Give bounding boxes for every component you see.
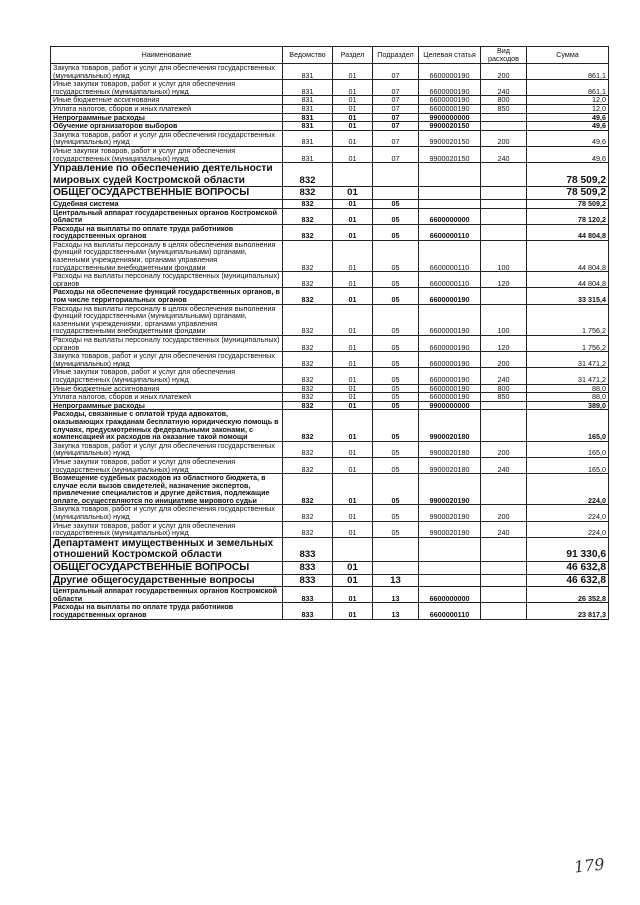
row-podrazdel: 05 <box>373 352 419 368</box>
row-celevaya-statya: 6600000190 <box>419 336 481 352</box>
row-celevaya-statya: 9900020180 <box>419 457 481 473</box>
row-vid-rashodov <box>481 187 527 200</box>
row-name: Иные закупки товаров, работ и услуг для обеспечения государственных (муниципальных) нужд <box>51 368 283 384</box>
row-podrazdel: 05 <box>373 474 419 505</box>
row-vedomstvo: 831 <box>283 104 333 113</box>
table-row <box>51 603 609 619</box>
row-razdel: 01 <box>333 104 373 113</box>
row-vedomstvo: 832 <box>283 384 333 393</box>
row-razdel: 01 <box>333 474 373 505</box>
row-vedomstvo: 832 <box>283 272 333 288</box>
table-row <box>51 208 609 224</box>
row-vedomstvo: 832 <box>283 224 333 240</box>
row-vedomstvo: 833 <box>283 562 333 575</box>
row-vedomstvo: 832 <box>283 163 333 187</box>
table-row <box>51 163 609 187</box>
row-podrazdel: 07 <box>373 80 419 96</box>
row-name: Обучение организаторов выборов <box>51 122 283 131</box>
row-celevaya-statya: 9900000000 <box>419 113 481 122</box>
row-razdel: 01 <box>333 505 373 521</box>
row-podrazdel: 05 <box>373 304 419 335</box>
row-vedomstvo: 831 <box>283 146 333 162</box>
row-celevaya-statya: 6600000190 <box>419 384 481 393</box>
table-row <box>51 574 609 587</box>
row-celevaya-statya: 6600000190 <box>419 80 481 96</box>
row-razdel: 01 <box>333 272 373 288</box>
row-celevaya-statya: 9900020190 <box>419 505 481 521</box>
row-podrazdel: 07 <box>373 104 419 113</box>
header-summa: Сумма <box>527 47 609 64</box>
row-celevaya-statya: 6600000190 <box>419 304 481 335</box>
row-podrazdel: 05 <box>373 199 419 208</box>
row-podrazdel: 05 <box>373 384 419 393</box>
row-celevaya-statya: 9900020180 <box>419 410 481 441</box>
row-razdel: 01 <box>333 368 373 384</box>
row-celevaya-statya: 9900020150 <box>419 122 481 131</box>
row-celevaya-statya: 6600000190 <box>419 96 481 105</box>
table-row <box>51 336 609 352</box>
row-summa: 44 804,8 <box>527 224 609 240</box>
table-row <box>51 104 609 113</box>
table-row <box>51 187 609 200</box>
row-vid-rashodov <box>481 587 527 603</box>
row-celevaya-statya <box>419 199 481 208</box>
row-vid-rashodov <box>481 199 527 208</box>
row-razdel: 01 <box>333 224 373 240</box>
row-vid-rashodov: 240 <box>481 80 527 96</box>
row-vid-rashodov: 200 <box>481 505 527 521</box>
row-summa: 165,0 <box>527 457 609 473</box>
row-vedomstvo: 831 <box>283 64 333 80</box>
table-row <box>51 587 609 603</box>
row-razdel: 01 <box>333 562 373 575</box>
row-podrazdel: 13 <box>373 603 419 619</box>
row-podrazdel: 13 <box>373 574 419 587</box>
row-vedomstvo: 832 <box>283 393 333 402</box>
row-podrazdel: 05 <box>373 410 419 441</box>
row-name: Расходы на выплаты по оплате труда работников государственных органов <box>51 603 283 619</box>
row-vid-rashodov <box>481 401 527 410</box>
row-vedomstvo: 833 <box>283 537 333 561</box>
row-name: Расходы, связанные с оплатой труда адвокатов, оказывающих гражданам бесплатную юридическую помощь в случаях, предусмотренных федеральными законами, с компенсацией их расходов на оказание такой помощи <box>51 410 283 441</box>
row-podrazdel: 05 <box>373 224 419 240</box>
table-row <box>51 562 609 575</box>
row-vid-rashodov: 850 <box>481 104 527 113</box>
row-podrazdel: 05 <box>373 505 419 521</box>
row-name: Иные закупки товаров, работ и услуг для обеспечения государственных (муниципальных) нужд <box>51 457 283 473</box>
budget-table-sheet <box>50 46 608 620</box>
row-vedomstvo: 832 <box>283 240 333 271</box>
row-podrazdel <box>373 537 419 561</box>
row-name: Управление по обеспечению деятельности мировых судей Костромской области <box>51 163 283 187</box>
row-name: Центральный аппарат государственных органов Костромской области <box>51 587 283 603</box>
row-name: ОБЩЕГОСУДАРСТВЕННЫЕ ВОПРОСЫ <box>51 562 283 575</box>
row-name: Расходы на выплаты персоналу государственных (муниципальных) органов <box>51 336 283 352</box>
row-name: Закупка товаров, работ и услуг для обеспечения государственных (муниципальных) нужд <box>51 64 283 80</box>
row-podrazdel: 05 <box>373 208 419 224</box>
row-summa: 12,0 <box>527 104 609 113</box>
table-header-row <box>51 47 609 64</box>
row-summa: 44 804,8 <box>527 272 609 288</box>
row-summa: 165,0 <box>527 410 609 441</box>
row-vid-rashodov <box>481 122 527 131</box>
row-vid-rashodov <box>481 603 527 619</box>
table-row <box>51 288 609 304</box>
row-vid-rashodov: 100 <box>481 304 527 335</box>
row-vedomstvo: 832 <box>283 457 333 473</box>
row-summa: 1 756,2 <box>527 304 609 335</box>
row-podrazdel: 05 <box>373 393 419 402</box>
row-celevaya-statya: 9900020150 <box>419 146 481 162</box>
row-summa: 88,0 <box>527 384 609 393</box>
table-row <box>51 521 609 537</box>
row-name: Иные бюджетные ассигнования <box>51 384 283 393</box>
row-podrazdel <box>373 163 419 187</box>
row-razdel: 01 <box>333 199 373 208</box>
row-celevaya-statya <box>419 562 481 575</box>
row-summa: 389,0 <box>527 401 609 410</box>
row-name: Судебная система <box>51 199 283 208</box>
table-row <box>51 352 609 368</box>
row-summa: 224,0 <box>527 521 609 537</box>
row-vedomstvo: 832 <box>283 187 333 200</box>
row-razdel: 01 <box>333 146 373 162</box>
table-row <box>51 368 609 384</box>
row-celevaya-statya: 6600000190 <box>419 288 481 304</box>
row-summa: 49,6 <box>527 146 609 162</box>
row-summa: 23 817,3 <box>527 603 609 619</box>
row-celevaya-statya: 9900020150 <box>419 130 481 146</box>
row-podrazdel: 07 <box>373 113 419 122</box>
row-vid-rashodov: 850 <box>481 393 527 402</box>
header-podrazdel: Подраздел <box>373 47 419 64</box>
row-vedomstvo: 832 <box>283 352 333 368</box>
row-podrazdel: 07 <box>373 96 419 105</box>
row-name: Непрограммные расходы <box>51 113 283 122</box>
row-razdel <box>333 537 373 561</box>
header-razdel: Раздел <box>333 47 373 64</box>
row-summa: 31 471,2 <box>527 352 609 368</box>
row-name: Закупка товаров, работ и услуг для обеспечения государственных (муниципальных) нужд <box>51 441 283 457</box>
row-celevaya-statya <box>419 537 481 561</box>
row-vid-rashodov: 100 <box>481 240 527 271</box>
row-celevaya-statya <box>419 187 481 200</box>
row-vid-rashodov <box>481 562 527 575</box>
row-podrazdel: 07 <box>373 130 419 146</box>
row-vedomstvo: 832 <box>283 505 333 521</box>
row-vedomstvo: 833 <box>283 603 333 619</box>
row-summa: 861,1 <box>527 64 609 80</box>
row-vedomstvo: 832 <box>283 288 333 304</box>
row-name: Непрограммные расходы <box>51 401 283 410</box>
row-podrazdel: 05 <box>373 368 419 384</box>
row-celevaya-statya: 9900020190 <box>419 474 481 505</box>
table-row <box>51 240 609 271</box>
row-vid-rashodov: 240 <box>481 146 527 162</box>
row-celevaya-statya: 6600000110 <box>419 272 481 288</box>
row-celevaya-statya: 6600000190 <box>419 352 481 368</box>
table-row <box>51 457 609 473</box>
row-podrazdel: 07 <box>373 122 419 131</box>
row-celevaya-statya: 6600000190 <box>419 64 481 80</box>
row-summa: 1 756,2 <box>527 336 609 352</box>
row-razdel: 01 <box>333 187 373 200</box>
row-vedomstvo: 832 <box>283 474 333 505</box>
row-summa: 78 509,2 <box>527 163 609 187</box>
row-summa: 78 509,2 <box>527 187 609 200</box>
row-razdel <box>333 163 373 187</box>
row-celevaya-statya: 6600000110 <box>419 603 481 619</box>
row-name: Центральный аппарат государственных органов Костромской области <box>51 208 283 224</box>
row-vid-rashodov <box>481 474 527 505</box>
row-podrazdel: 05 <box>373 441 419 457</box>
row-summa: 88,0 <box>527 393 609 402</box>
row-name: Расходы на обеспечение функций государственных органов, в том числе территориальных органов <box>51 288 283 304</box>
row-name: Закупка товаров, работ и услуг для обеспечения государственных (муниципальных) нужд <box>51 130 283 146</box>
row-podrazdel: 05 <box>373 240 419 271</box>
row-vid-rashodov <box>481 410 527 441</box>
table-row <box>51 393 609 402</box>
table-row <box>51 505 609 521</box>
row-summa: 49,6 <box>527 130 609 146</box>
row-vid-rashodov <box>481 163 527 187</box>
row-name: Расходы на выплаты по оплате труда работников государственных органов <box>51 224 283 240</box>
row-razdel: 01 <box>333 521 373 537</box>
row-razdel: 01 <box>333 304 373 335</box>
row-razdel: 01 <box>333 441 373 457</box>
row-vid-rashodov: 200 <box>481 130 527 146</box>
row-vedomstvo: 832 <box>283 401 333 410</box>
table-row <box>51 537 609 561</box>
row-summa: 46 632,8 <box>527 574 609 587</box>
row-vid-rashodov: 240 <box>481 521 527 537</box>
row-summa: 33 315,4 <box>527 288 609 304</box>
row-podrazdel <box>373 187 419 200</box>
row-podrazdel: 05 <box>373 272 419 288</box>
row-name: Иные закупки товаров, работ и услуг для обеспечения государственных (муниципальных) нужд <box>51 521 283 537</box>
row-vid-rashodov <box>481 113 527 122</box>
row-name: Закупка товаров, работ и услуг для обеспечения государственных (муниципальных) нужд <box>51 352 283 368</box>
row-vedomstvo: 831 <box>283 130 333 146</box>
row-vid-rashodov: 800 <box>481 384 527 393</box>
row-summa: 78 509,2 <box>527 199 609 208</box>
table-row <box>51 146 609 162</box>
row-vedomstvo: 832 <box>283 304 333 335</box>
row-name: Уплата налогов, сборов и иных платежей <box>51 104 283 113</box>
row-vedomstvo: 832 <box>283 368 333 384</box>
row-vid-rashodov <box>481 574 527 587</box>
row-name: Другие общегосударственные вопросы <box>51 574 283 587</box>
row-vedomstvo: 833 <box>283 587 333 603</box>
row-name: Департамент имущественных и земельных отношений Костромской области <box>51 537 283 561</box>
row-vedomstvo: 832 <box>283 441 333 457</box>
table-row <box>51 80 609 96</box>
row-vedomstvo: 831 <box>283 96 333 105</box>
row-razdel: 01 <box>333 130 373 146</box>
table-row <box>51 410 609 441</box>
row-vid-rashodov: 800 <box>481 96 527 105</box>
row-vedomstvo: 831 <box>283 113 333 122</box>
row-razdel: 01 <box>333 64 373 80</box>
row-razdel: 01 <box>333 288 373 304</box>
row-summa: 224,0 <box>527 474 609 505</box>
row-podrazdel: 05 <box>373 336 419 352</box>
table-row <box>51 474 609 505</box>
row-summa: 26 352,8 <box>527 587 609 603</box>
row-name: Иные закупки товаров, работ и услуг для обеспечения государственных (муниципальных) нужд <box>51 80 283 96</box>
row-podrazdel: 05 <box>373 521 419 537</box>
budget-table <box>50 46 609 620</box>
row-summa: 44 804,8 <box>527 240 609 271</box>
row-name: Иные закупки товаров, работ и услуг для обеспечения государственных (муниципальных) нужд <box>51 146 283 162</box>
row-celevaya-statya <box>419 163 481 187</box>
table-row <box>51 441 609 457</box>
header-vedomstvo: Ведомство <box>283 47 333 64</box>
row-vedomstvo: 831 <box>283 122 333 131</box>
row-vedomstvo: 832 <box>283 199 333 208</box>
table-row <box>51 130 609 146</box>
row-vedomstvo: 833 <box>283 574 333 587</box>
row-celevaya-statya: 9900000000 <box>419 401 481 410</box>
row-vid-rashodov: 120 <box>481 336 527 352</box>
row-celevaya-statya: 6600000000 <box>419 587 481 603</box>
row-podrazdel: 13 <box>373 587 419 603</box>
table-row <box>51 224 609 240</box>
row-razdel: 01 <box>333 574 373 587</box>
row-vid-rashodov: 240 <box>481 368 527 384</box>
table-row <box>51 272 609 288</box>
row-vedomstvo: 832 <box>283 208 333 224</box>
row-podrazdel: 05 <box>373 457 419 473</box>
row-name: Закупка товаров, работ и услуг для обеспечения государственных (муниципальных) нужд <box>51 505 283 521</box>
row-razdel: 01 <box>333 410 373 441</box>
row-summa: 861,1 <box>527 80 609 96</box>
row-summa: 12,0 <box>527 96 609 105</box>
row-name: Расходы на выплаты персоналу в целях обеспечения выполнения функций государственными (муниципальными) органами, казенными учреждениями, органами управления государственными внебюджетными фондами <box>51 304 283 335</box>
row-summa: 165,0 <box>527 441 609 457</box>
table-row <box>51 122 609 131</box>
row-vid-rashodov <box>481 288 527 304</box>
row-celevaya-statya: 6600000000 <box>419 208 481 224</box>
row-vid-rashodov: 200 <box>481 441 527 457</box>
row-razdel: 01 <box>333 393 373 402</box>
row-vid-rashodov <box>481 537 527 561</box>
row-vid-rashodov: 200 <box>481 352 527 368</box>
row-podrazdel: 05 <box>373 401 419 410</box>
row-podrazdel: 05 <box>373 288 419 304</box>
row-vid-rashodov: 240 <box>481 457 527 473</box>
row-celevaya-statya: 6600000190 <box>419 393 481 402</box>
row-celevaya-statya: 6600000110 <box>419 224 481 240</box>
row-razdel: 01 <box>333 240 373 271</box>
header-name: Наименование <box>51 47 283 64</box>
row-vedomstvo: 831 <box>283 80 333 96</box>
row-celevaya-statya: 6600000190 <box>419 368 481 384</box>
row-razdel: 01 <box>333 603 373 619</box>
row-razdel: 01 <box>333 384 373 393</box>
table-row <box>51 64 609 80</box>
row-razdel: 01 <box>333 587 373 603</box>
row-vedomstvo: 832 <box>283 410 333 441</box>
row-vid-rashodov <box>481 208 527 224</box>
row-celevaya-statya: 9900020190 <box>419 521 481 537</box>
row-summa: 224,0 <box>527 505 609 521</box>
row-podrazdel: 07 <box>373 146 419 162</box>
row-razdel: 01 <box>333 208 373 224</box>
row-summa: 91 330,6 <box>527 537 609 561</box>
row-vid-rashodov: 200 <box>481 64 527 80</box>
row-razdel: 01 <box>333 352 373 368</box>
row-podrazdel: 07 <box>373 64 419 80</box>
row-vedomstvo: 832 <box>283 336 333 352</box>
row-vedomstvo: 832 <box>283 521 333 537</box>
row-vid-rashodov <box>481 224 527 240</box>
row-celevaya-statya: 9900020180 <box>419 441 481 457</box>
row-vid-rashodov: 120 <box>481 272 527 288</box>
table-row <box>51 304 609 335</box>
row-celevaya-statya: 6600000190 <box>419 104 481 113</box>
row-name: Возмещение судебных расходов из областного бюджета, в случае если вызов свидетелей, назначение экспертов, привлечение специалистов и другие действия, подлежащие оплате, осуществляются по инициативе мирового судьи <box>51 474 283 505</box>
row-celevaya-statya: 6600000110 <box>419 240 481 271</box>
row-name: Расходы на выплаты персоналу в целях обеспечения выполнения функций государственными (муниципальными) органами, казенными учреждениями, органами управления государственными внебюджетными фондами <box>51 240 283 271</box>
row-razdel: 01 <box>333 80 373 96</box>
row-name: Уплата налогов, сборов и иных платежей <box>51 393 283 402</box>
row-summa: 49,6 <box>527 122 609 131</box>
row-razdel: 01 <box>333 457 373 473</box>
row-razdel: 01 <box>333 113 373 122</box>
page-number: 179 <box>573 854 606 877</box>
row-name: Расходы на выплаты персоналу государственных (муниципальных) органов <box>51 272 283 288</box>
row-summa: 78 120,2 <box>527 208 609 224</box>
row-name: ОБЩЕГОСУДАРСТВЕННЫЕ ВОПРОСЫ <box>51 187 283 200</box>
header-celevaya-statya: Целевая статья <box>419 47 481 64</box>
row-razdel: 01 <box>333 401 373 410</box>
row-summa: 31 471,2 <box>527 368 609 384</box>
row-name: Иные бюджетные ассигнования <box>51 96 283 105</box>
row-podrazdel <box>373 562 419 575</box>
row-celevaya-statya <box>419 574 481 587</box>
row-summa: 46 632,8 <box>527 562 609 575</box>
header-vid-rashodov: Вид расходов <box>481 47 527 64</box>
row-razdel: 01 <box>333 336 373 352</box>
row-razdel: 01 <box>333 96 373 105</box>
row-razdel: 01 <box>333 122 373 131</box>
row-summa: 49,6 <box>527 113 609 122</box>
table-row <box>51 199 609 208</box>
